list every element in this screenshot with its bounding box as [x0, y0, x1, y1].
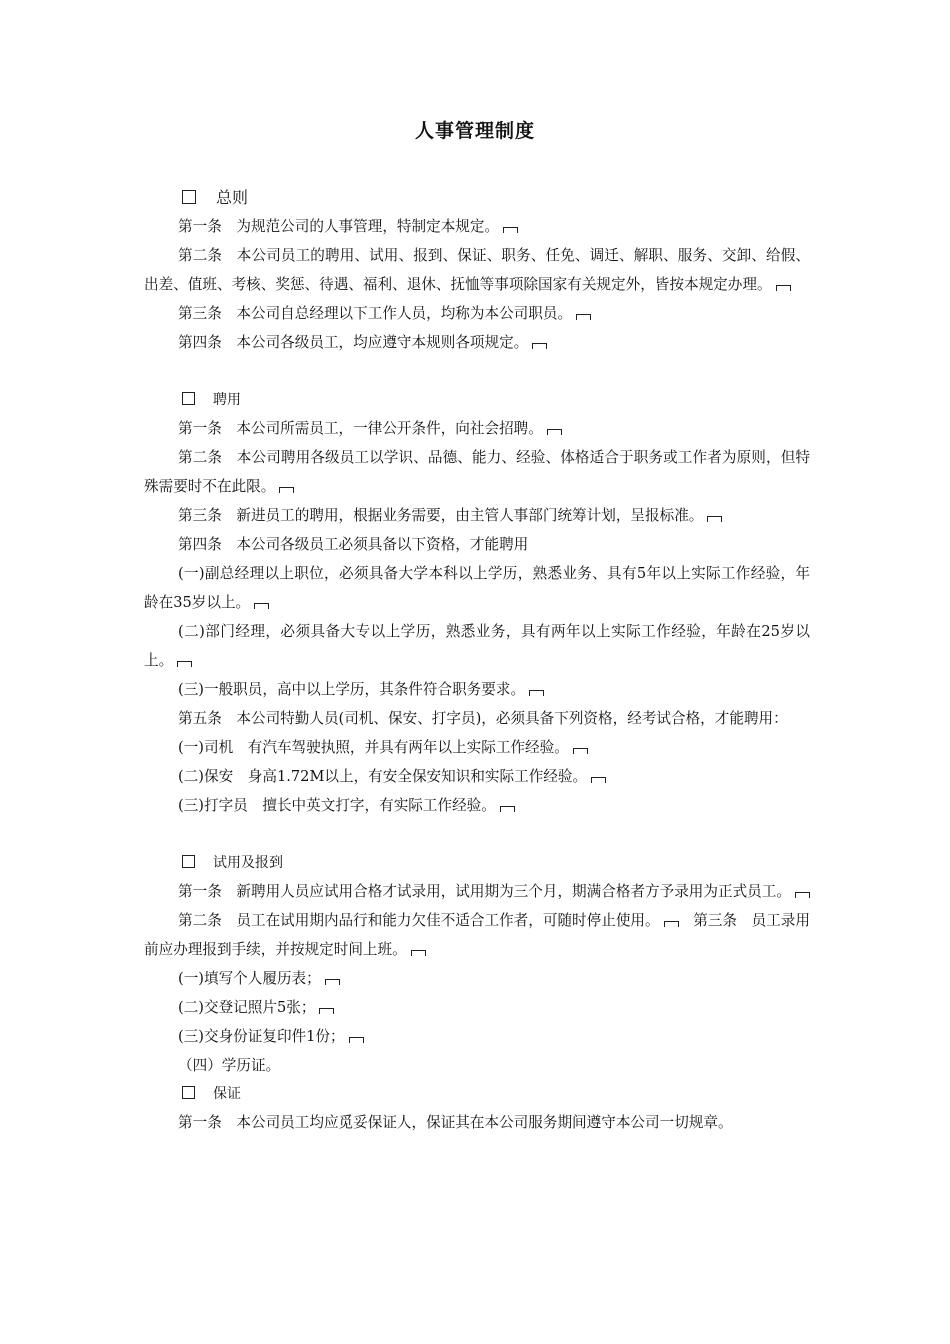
- paragraph-mark-icon: [664, 921, 679, 927]
- paragraph: (一)副总经理以上职位，必须具备大学本科以上学历，熟悉业务、具有5年以上实际工作经验，年龄在35岁以上。: [144, 565, 810, 611]
- paragraph: (三)交身份证复印件1份；: [144, 1022, 810, 1051]
- paragraph-mark-icon: [707, 516, 722, 522]
- paragraph: 第三条 新进员工的聘用，根据业务需要，由主管人事部门统筹计划，呈报标准。: [144, 501, 810, 530]
- paragraph-mark-icon: [591, 777, 606, 783]
- paragraph: (二)部门经理，必须具备大专以上学历，熟悉业务，具有两年以上实际工作经验，年龄在25岁以上。: [144, 623, 810, 669]
- paragraph: (三)打字员 擅长中英文打字，有实际工作经验。: [144, 791, 810, 820]
- checkbox-icon: [182, 190, 196, 204]
- paragraph: (一)司机 有汽车驾驶执照，并具有两年以上实际工作经验。: [144, 733, 810, 762]
- checkbox-icon: [182, 1086, 195, 1099]
- paragraph: 第五条 本公司特勤人员(司机、保安、打字员)，必须具备下列资格，经考试合格，才能聘用：: [178, 710, 788, 727]
- paragraph-mark-icon: [349, 1037, 364, 1043]
- paragraph-mark-icon: [325, 979, 340, 985]
- paragraph-mark-icon: [500, 806, 515, 812]
- paragraph-mark-icon: [576, 314, 591, 320]
- paragraph-mark-icon: [573, 748, 588, 754]
- paragraph-mark-icon: [547, 429, 562, 435]
- section-heading-general: 总则: [144, 184, 810, 212]
- checkbox-icon: [182, 392, 195, 405]
- paragraph: 第一条 新聘用人员应试用合格才试录用，试用期为三个月，期满合格者方予录用为正式员工。: [144, 877, 810, 906]
- paragraph: (二)保安 身高1.72M以上，有安全保安知识和实际工作经验。: [144, 762, 810, 791]
- section-heading-hiring: 聘用: [144, 386, 810, 414]
- paragraph-mark-icon: [319, 1008, 334, 1014]
- paragraph: 第三条 本公司自总经理以下工作人员，均称为本公司职员。: [144, 299, 810, 328]
- paragraph: (一)填写个人履历表；: [144, 964, 810, 993]
- document-body: [144, 184, 810, 1137]
- paragraph: 第四条 本公司各级员工必须具备以下资格，才能聘用: [178, 536, 529, 553]
- paragraph-mark-icon: [177, 661, 192, 667]
- paragraph-mark-icon: [503, 227, 518, 233]
- paragraph: 第一条 本公司所需员工，一律公开条件，向社会招聘。: [144, 414, 810, 443]
- paragraph: 第二条 本公司员工的聘用、试用、报到、保证、职务、任免、调迁、解职、服务、交卸、给假、出差、值班、考核、奖惩、待遇、福利、退休、抚恤等事项除国家有关规定外，皆按本规定办理。: [144, 247, 810, 293]
- paragraph: 第四条 本公司各级员工，均应遵守本规则各项规定。: [144, 328, 810, 357]
- section-heading-guarantee: 保证: [144, 1080, 810, 1108]
- paragraph-mark-icon: [776, 285, 791, 291]
- checkbox-icon: [182, 855, 195, 868]
- document-title: 人事管理制度: [414, 120, 535, 142]
- paragraph: （四）学历证。: [178, 1057, 281, 1074]
- paragraph-mark-icon: [532, 343, 547, 349]
- paragraph-mark-icon: [254, 603, 269, 609]
- paragraph-mark-icon: [795, 892, 810, 898]
- paragraph-mark-icon: [279, 487, 294, 493]
- section-heading-probation: 试用及报到: [144, 849, 810, 877]
- paragraph: (三)一般职员，高中以上学历，其条件符合职务要求。: [144, 675, 810, 704]
- paragraph: 第一条 本公司员工均应觅妥保证人，保证其在本公司服务期间遵守本公司一切规章。: [178, 1114, 733, 1131]
- paragraph: 第二条 本公司聘用各级员工以学识、品德、能力、经验、体格适合于职务或工作者为原则，但特殊需要时不在此限。: [144, 449, 810, 495]
- paragraph: 第二条 员工在试用期内品行和能力欠佳不适合工作者，可随时停止使用。 第三条 员工录用前应办理报到手续，并按规定时间上班。: [144, 912, 810, 958]
- paragraph: (二)交登记照片5张；: [144, 993, 810, 1022]
- paragraph: 第一条 为规范公司的人事管理，特制定本规定。: [144, 212, 810, 241]
- paragraph-mark-icon: [411, 950, 426, 956]
- paragraph-mark-icon: [529, 690, 544, 696]
